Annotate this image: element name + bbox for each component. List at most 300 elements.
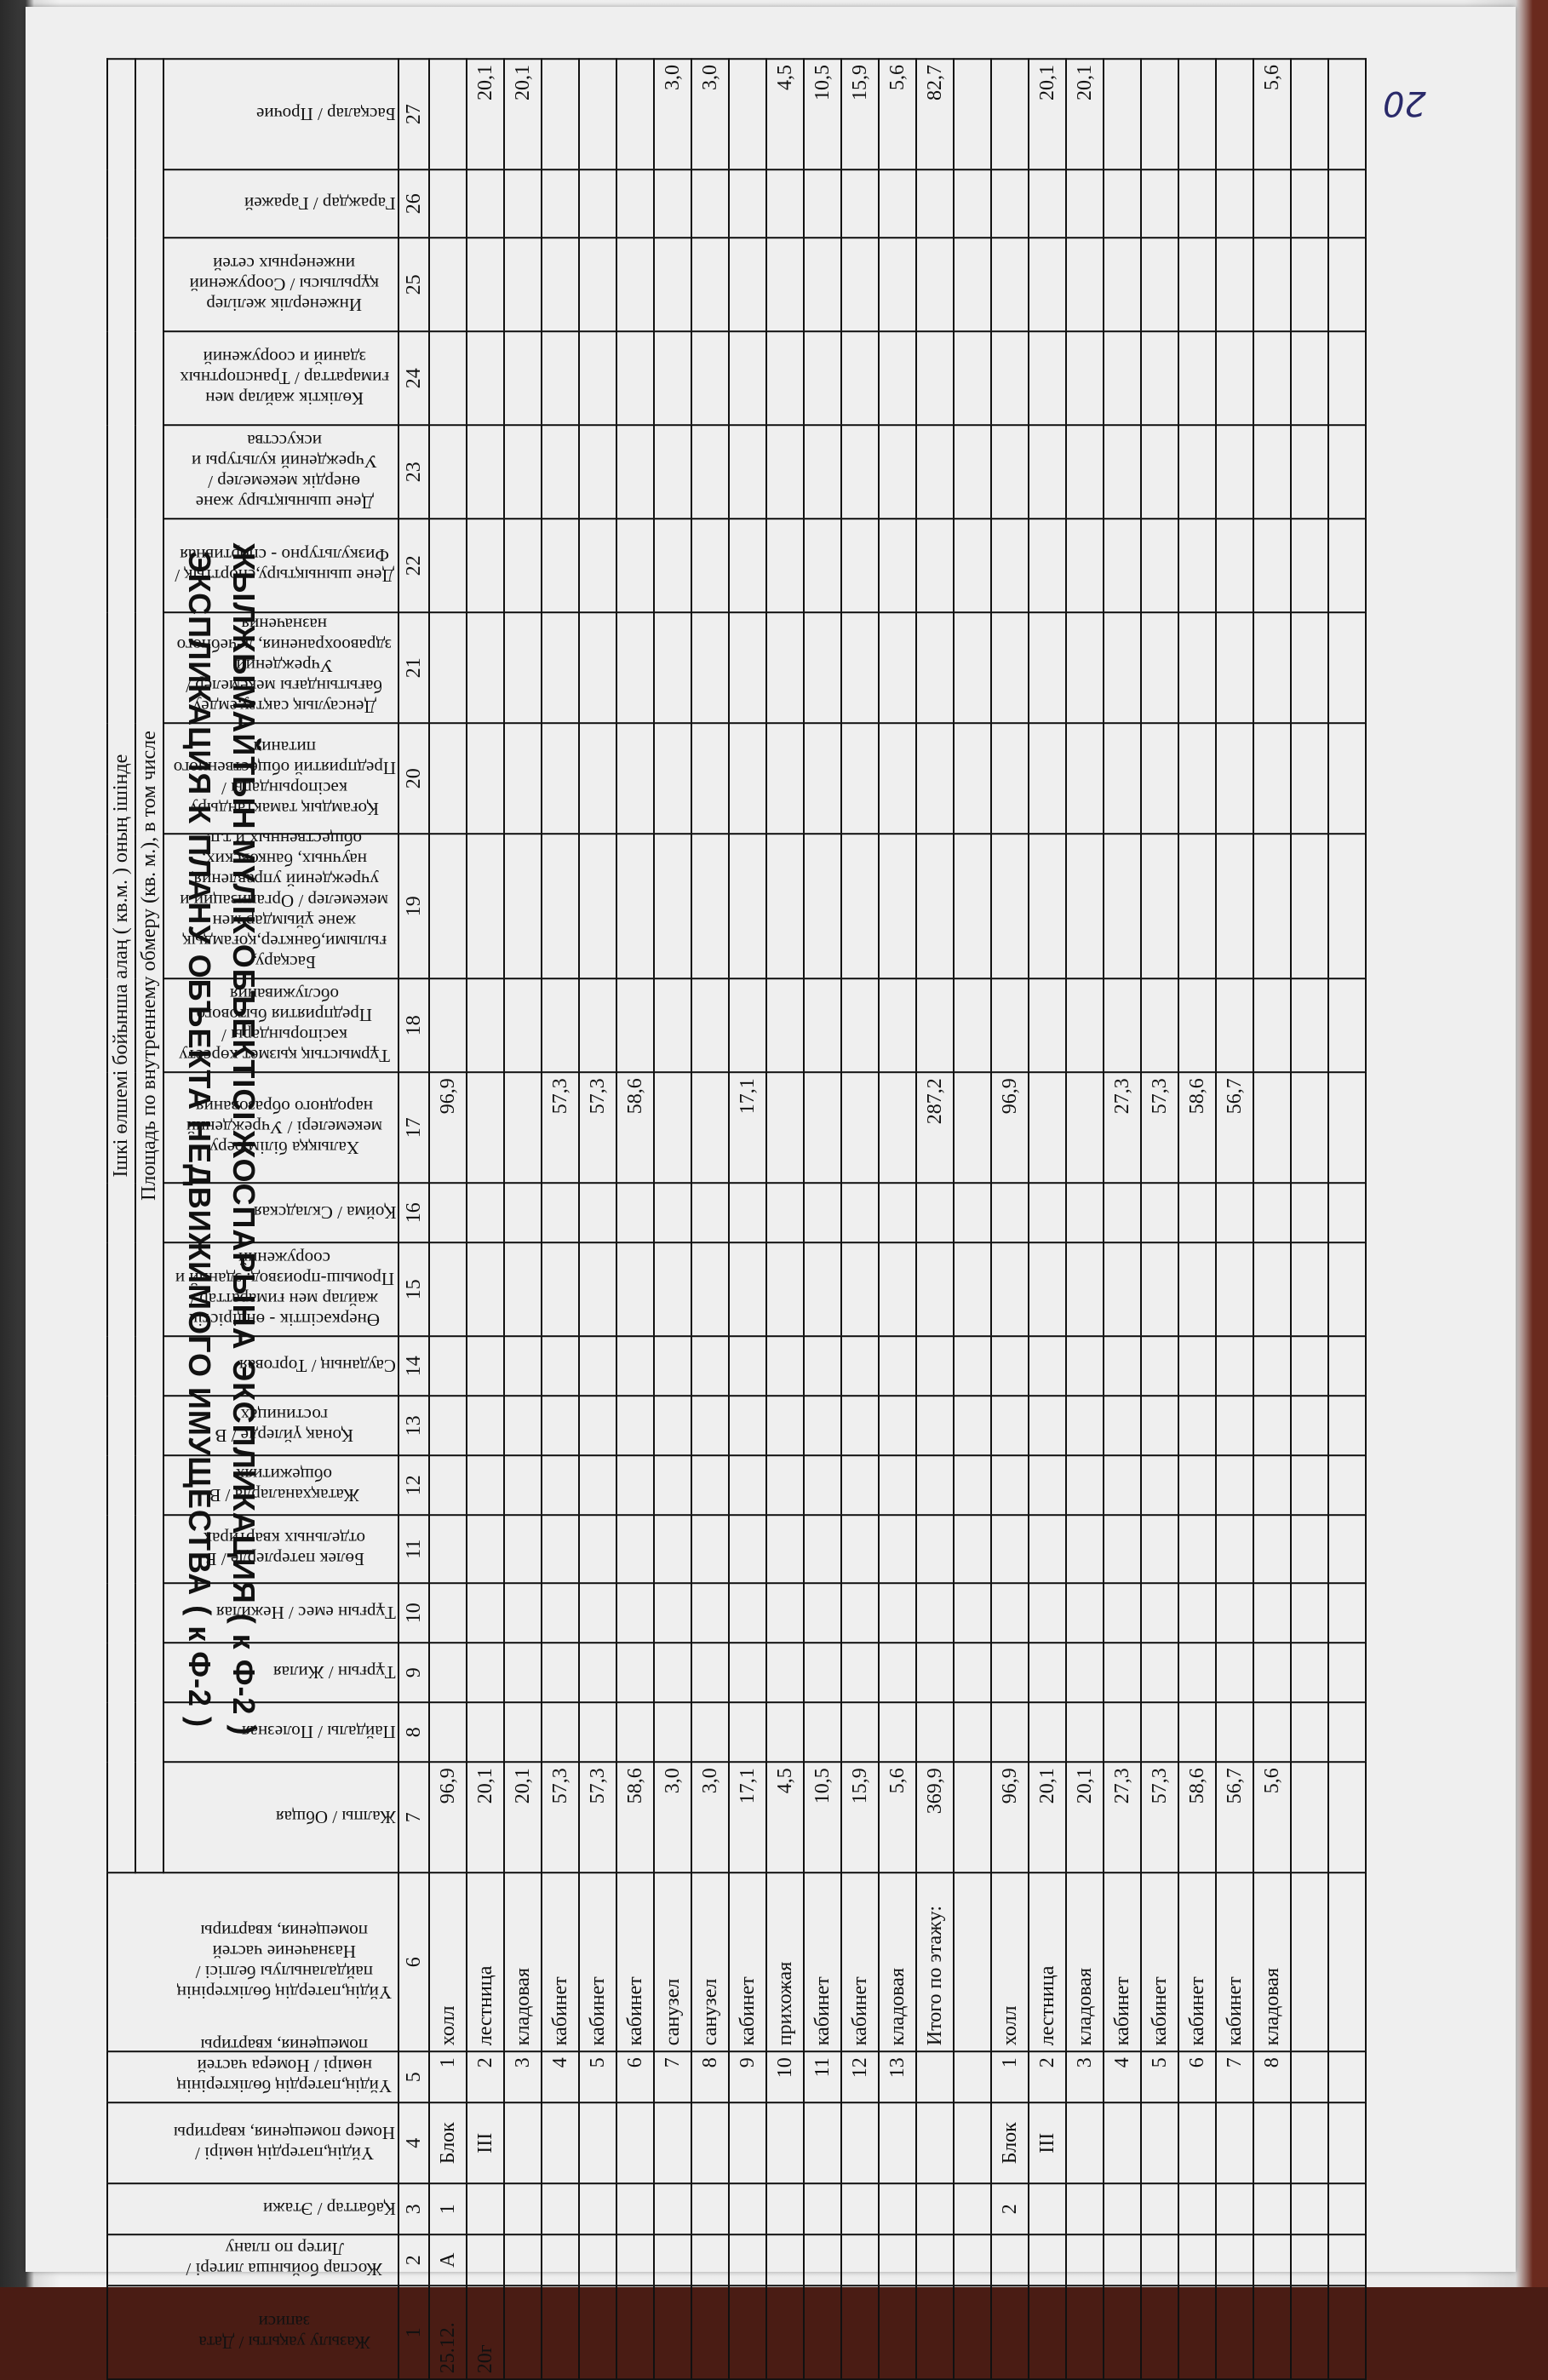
area-cell-col-16 (1104, 1183, 1141, 1242)
area-cell-col-26 (467, 169, 504, 238)
area-cell-col-16 (804, 1183, 841, 1242)
area-cell-col-12 (841, 1455, 879, 1515)
area-cell-col-26 (654, 169, 691, 238)
table-row (1029, 59, 1066, 2379)
area-cell-col-10 (504, 1583, 542, 1643)
area-cell-col-21 (879, 612, 916, 723)
area-cell-col-12 (654, 1455, 691, 1515)
area-cell-col-13 (579, 1396, 616, 1455)
area-cell-col-26 (991, 169, 1029, 238)
other-area-cell: 10,5 (804, 59, 841, 169)
date-cell (654, 2285, 691, 2379)
total-area-cell: 20,1 (1066, 1762, 1104, 1872)
floor-cell (1291, 2183, 1328, 2234)
area-cell-col-11 (691, 1515, 729, 1583)
part-number-cell: 10 (766, 2051, 804, 2102)
area-cell-col-19 (729, 834, 766, 978)
date-cell (804, 2285, 841, 2379)
area-cell-col-25 (691, 238, 729, 331)
room-cell (1066, 2102, 1104, 2183)
area-cell-col-16 (1291, 1183, 1328, 1242)
area-cell-col-9 (1029, 1643, 1066, 1702)
area-cell-col-25 (1178, 238, 1216, 331)
area-cell-col-16 (691, 1183, 729, 1242)
other-area-cell: 20,1 (467, 59, 504, 169)
area-cell-col-25 (579, 238, 616, 331)
area-cell-col-11 (616, 1515, 654, 1583)
area-cell-col-18 (1104, 978, 1141, 1072)
area-cell-col-14 (1141, 1336, 1178, 1396)
area-cell-col-11 (879, 1515, 916, 1583)
part-number-cell (954, 2051, 991, 2102)
area-cell-col-25 (841, 238, 879, 331)
floor-cell (729, 2183, 766, 2234)
area-cell-col-9 (616, 1643, 654, 1702)
area-cell-col-15 (954, 1242, 991, 1336)
area-cell-col-21 (579, 612, 616, 723)
area-cell-col-8 (841, 1702, 879, 1762)
area-cell-col-13 (729, 1396, 766, 1455)
education-area-cell: 56,7 (1216, 1072, 1253, 1183)
area-cell-col-19 (1253, 834, 1291, 978)
part-number-cell: 11 (804, 2051, 841, 2102)
area-cell-col-9 (1253, 1643, 1291, 1702)
floor-cell (1029, 2183, 1066, 2234)
area-cell-col-23 (1178, 425, 1216, 519)
area-cell-col-23 (1066, 425, 1104, 519)
area-cell-col-16 (467, 1183, 504, 1242)
area-cell-col-16 (1066, 1183, 1104, 1242)
area-cell-col-19 (879, 834, 916, 978)
area-cell-col-12 (1178, 1455, 1216, 1515)
area-cell-col-19 (504, 834, 542, 978)
area-cell-col-11 (954, 1515, 991, 1583)
table-row (504, 59, 542, 2379)
area-cell-col-12 (579, 1455, 616, 1515)
date-cell (542, 2285, 579, 2379)
other-area-cell (542, 59, 579, 169)
area-cell-col-21 (1029, 612, 1066, 723)
area-cell-col-22 (467, 519, 504, 612)
area-cell-col-19 (916, 834, 954, 978)
table-row (1178, 59, 1216, 2379)
area-cell-col-21 (766, 612, 804, 723)
area-cell-col-21 (654, 612, 691, 723)
area-cell-col-19 (1029, 834, 1066, 978)
litera-cell (1104, 2234, 1141, 2285)
room-cell (841, 2102, 879, 2183)
part-number-cell: 4 (542, 2051, 579, 2102)
column-number: 3 (398, 2183, 429, 2234)
area-cell-col-11 (766, 1515, 804, 1583)
area-cell-col-14 (879, 1336, 916, 1396)
area-cell-col-12 (1029, 1455, 1066, 1515)
area-cell-col-21 (504, 612, 542, 723)
other-area-cell (729, 59, 766, 169)
area-cell-col-24 (804, 331, 841, 425)
room-cell: Блок (991, 2102, 1029, 2183)
area-cell-col-18 (616, 978, 654, 1072)
date-cell (954, 2285, 991, 2379)
education-area-cell: 96,9 (991, 1072, 1029, 1183)
area-cell-col-21 (841, 612, 879, 723)
area-cell-col-15 (579, 1242, 616, 1336)
area-cell-col-15 (1104, 1242, 1141, 1336)
area-cell-col-24 (879, 331, 916, 425)
area-cell-col-25 (616, 238, 654, 331)
col-title-19: Басқару, ғылыми,банктер,қоғамдық және ұйымдар мен мекемелер / Организаций и учреждений управления, научных, банковских, общественных и т.п. (163, 834, 398, 978)
area-cell-col-21 (954, 612, 991, 723)
area-cell-col-21 (991, 612, 1029, 723)
area-cell-col-11 (429, 1515, 467, 1583)
area-cell-col-12 (879, 1455, 916, 1515)
col-title-5: Үйдің,пәтердің бөліктерінің нөмірі / Номера частей помещения, квартиры (107, 2051, 398, 2102)
area-cell-col-22 (429, 519, 467, 612)
floor-cell (542, 2183, 579, 2234)
litera-cell (654, 2234, 691, 2285)
other-area-cell (579, 59, 616, 169)
area-cell-col-16 (916, 1183, 954, 1242)
col-title-15: Өнеркәсіптік - өндірістік жайлар мен ғимараттар / Промыш-производ. зданий и сооружений (163, 1242, 398, 1336)
area-cell-col-13 (429, 1396, 467, 1455)
education-area-cell (1291, 1072, 1328, 1183)
litera-cell (542, 2234, 579, 2285)
part-number-cell: 6 (616, 2051, 654, 2102)
area-cell-col-23 (1328, 425, 1366, 519)
purpose-cell: кабинет (729, 1872, 766, 2051)
area-cell-col-11 (1216, 1515, 1253, 1583)
area-cell-col-8 (1066, 1702, 1104, 1762)
area-cell-col-18 (1328, 978, 1366, 1072)
floor-cell (1104, 2183, 1141, 2234)
area-cell-col-23 (954, 425, 991, 519)
area-cell-col-10 (654, 1583, 691, 1643)
floor-cell: 2 (991, 2183, 1029, 2234)
table-row (1253, 59, 1291, 2379)
area-cell-col-18 (1029, 978, 1066, 1072)
area-cell-col-21 (1216, 612, 1253, 723)
date-cell (1104, 2285, 1141, 2379)
education-area-cell: 57,3 (542, 1072, 579, 1183)
col-title-9: Тұрғын / Жилая (163, 1643, 398, 1702)
area-cell-col-16 (841, 1183, 879, 1242)
education-area-cell (1029, 1072, 1066, 1183)
column-number: 12 (398, 1455, 429, 1515)
area-cell-col-20 (1104, 723, 1141, 834)
area-cell-col-10 (579, 1583, 616, 1643)
area-cell-col-23 (766, 425, 804, 519)
floor-cell: 1 (429, 2183, 467, 2234)
area-cell-col-12 (1253, 1455, 1291, 1515)
area-cell-col-23 (804, 425, 841, 519)
room-cell (916, 2102, 954, 2183)
table-row (1104, 59, 1141, 2379)
part-number-cell: 2 (1029, 2051, 1066, 2102)
area-cell-col-9 (542, 1643, 579, 1702)
column-number: 20 (398, 723, 429, 834)
date-cell (1291, 2285, 1328, 2379)
area-cell-col-11 (1066, 1515, 1104, 1583)
area-cell-col-15 (1029, 1242, 1066, 1336)
area-cell-col-8 (1178, 1702, 1216, 1762)
area-cell-col-24 (429, 331, 467, 425)
area-cell-col-26 (1178, 169, 1216, 238)
table-row (916, 59, 954, 2379)
part-number-cell: 1 (429, 2051, 467, 2102)
part-number-cell: 8 (1253, 2051, 1291, 2102)
area-cell-col-15 (1141, 1242, 1178, 1336)
area-cell-col-19 (542, 834, 579, 978)
area-cell-col-9 (916, 1643, 954, 1702)
column-number: 15 (398, 1242, 429, 1336)
col-title-17: Халыққа білім беру мекемелері / Учреждений народного образования (163, 1072, 398, 1183)
area-cell-col-18 (991, 978, 1029, 1072)
area-cell-col-14 (916, 1336, 954, 1396)
table-row (729, 59, 766, 2379)
purpose-cell: лестница (467, 1872, 504, 2051)
area-cell-col-9 (467, 1643, 504, 1702)
part-number-cell: 7 (654, 2051, 691, 2102)
area-cell-col-19 (691, 834, 729, 978)
area-cell-col-20 (616, 723, 654, 834)
area-cell-col-10 (1178, 1583, 1216, 1643)
room-cell (579, 2102, 616, 2183)
total-area-cell: 57,3 (1141, 1762, 1178, 1872)
education-area-cell (841, 1072, 879, 1183)
area-cell-col-19 (954, 834, 991, 978)
area-cell-col-16 (1178, 1183, 1216, 1242)
area-cell-col-20 (954, 723, 991, 834)
area-cell-col-9 (729, 1643, 766, 1702)
area-cell-col-25 (1291, 238, 1328, 331)
area-cell-col-10 (729, 1583, 766, 1643)
col-title-23: Дене шынықтыру және өнердік мекемелер / Учреждений культуры и искусства (163, 425, 398, 519)
area-cell-col-10 (991, 1583, 1029, 1643)
table-row (1328, 59, 1366, 2379)
litera-cell (991, 2234, 1029, 2285)
area-cell-col-9 (1328, 1643, 1366, 1702)
part-number-cell: 7 (1216, 2051, 1253, 2102)
col-title-25: Инженерлік желілер құрылысы / Сооружений инженерных сетей (163, 238, 398, 331)
table-row (879, 59, 916, 2379)
area-cell-col-19 (804, 834, 841, 978)
area-cell-col-24 (1253, 331, 1291, 425)
col-title-4: Үйдің,пәтердің нөмірі / Номер помещения, квартиры (107, 2102, 398, 2183)
total-area-cell: 27,3 (1104, 1762, 1141, 1872)
room-cell (766, 2102, 804, 2183)
area-cell-col-10 (1291, 1583, 1328, 1643)
area-cell-col-26 (1216, 169, 1253, 238)
area-cell-col-26 (1066, 169, 1104, 238)
litera-cell (1141, 2234, 1178, 2285)
area-cell-col-23 (1104, 425, 1141, 519)
education-area-cell: 287,2 (916, 1072, 954, 1183)
room-cell (654, 2102, 691, 2183)
floor-cell (467, 2183, 504, 2234)
col-title-22: Дене шынықтыру,спорттық / Физкультурно - спортивная (163, 519, 398, 612)
other-area-cell (1141, 59, 1178, 169)
area-cell-col-15 (804, 1242, 841, 1336)
purpose-cell: санузел (691, 1872, 729, 2051)
room-cell (1216, 2102, 1253, 2183)
area-cell-col-8 (954, 1702, 991, 1762)
area-cell-col-25 (879, 238, 916, 331)
area-cell-col-15 (429, 1242, 467, 1336)
column-number: 11 (398, 1515, 429, 1583)
area-cell-col-8 (1141, 1702, 1178, 1762)
area-cell-col-13 (879, 1396, 916, 1455)
area-cell-col-25 (1104, 238, 1141, 331)
floor-cell (841, 2183, 879, 2234)
purpose-cell: кабинет (542, 1872, 579, 2051)
area-cell-col-20 (1066, 723, 1104, 834)
area-cell-col-13 (1141, 1396, 1178, 1455)
area-cell-col-23 (991, 425, 1029, 519)
area-cell-col-10 (1104, 1583, 1141, 1643)
area-cell-col-12 (1216, 1455, 1253, 1515)
area-cell-col-9 (504, 1643, 542, 1702)
litera-cell (804, 2234, 841, 2285)
area-cell-col-12 (804, 1455, 841, 1515)
area-cell-col-24 (954, 331, 991, 425)
column-number: 26 (398, 169, 429, 238)
education-area-cell (1066, 1072, 1104, 1183)
area-cell-col-24 (1216, 331, 1253, 425)
area-cell-col-21 (616, 612, 654, 723)
date-cell (1328, 2285, 1366, 2379)
part-number-cell: 6 (1178, 2051, 1216, 2102)
floor-cell (616, 2183, 654, 2234)
area-cell-col-9 (1104, 1643, 1141, 1702)
column-number: 17 (398, 1072, 429, 1183)
area-cell-col-20 (1253, 723, 1291, 834)
other-area-cell: 5,6 (879, 59, 916, 169)
area-cell-col-23 (729, 425, 766, 519)
area-cell-col-15 (504, 1242, 542, 1336)
col-title-24: Көліктік жайлар мен ғимараттар / Транспортных зданий и сооружений (163, 331, 398, 425)
area-cell-col-8 (1216, 1702, 1253, 1762)
area-cell-col-15 (542, 1242, 579, 1336)
area-cell-col-16 (729, 1183, 766, 1242)
area-cell-col-25 (1253, 238, 1291, 331)
area-cell-col-13 (954, 1396, 991, 1455)
purpose-cell: прихожая (766, 1872, 804, 2051)
part-number-cell: 13 (879, 2051, 916, 2102)
area-cell-col-16 (1216, 1183, 1253, 1242)
area-cell-col-8 (916, 1702, 954, 1762)
area-cell-col-10 (804, 1583, 841, 1643)
area-cell-col-23 (1253, 425, 1291, 519)
col-title-16: Қойма / Складская (163, 1183, 398, 1242)
room-cell (729, 2102, 766, 2183)
area-cell-col-26 (1141, 169, 1178, 238)
area-cell-col-13 (504, 1396, 542, 1455)
total-area-cell: 58,6 (1178, 1762, 1216, 1872)
area-cell-col-10 (916, 1583, 954, 1643)
area-cell-col-26 (916, 169, 954, 238)
room-cell (1328, 2102, 1366, 2183)
date-cell (1029, 2285, 1066, 2379)
area-cell-col-20 (1029, 723, 1066, 834)
education-area-cell (691, 1072, 729, 1183)
area-cell-col-18 (1066, 978, 1104, 1072)
area-cell-col-21 (1253, 612, 1291, 723)
area-cell-col-20 (542, 723, 579, 834)
total-area-cell: 5,6 (879, 1762, 916, 1872)
col-title-26: Гараждар / Гаражей (163, 169, 398, 238)
area-cell-col-26 (729, 169, 766, 238)
column-number: 10 (398, 1583, 429, 1643)
litera-cell (916, 2234, 954, 2285)
area-cell-col-22 (1141, 519, 1178, 612)
area-cell-col-22 (991, 519, 1029, 612)
table-row (1066, 59, 1104, 2379)
room-cell (542, 2102, 579, 2183)
area-cell-col-24 (916, 331, 954, 425)
column-number: 16 (398, 1183, 429, 1242)
area-cell-col-12 (766, 1455, 804, 1515)
litera-cell (729, 2234, 766, 2285)
area-cell-col-10 (616, 1583, 654, 1643)
floor-cell (1253, 2183, 1291, 2234)
area-cell-col-12 (429, 1455, 467, 1515)
area-cell-col-11 (729, 1515, 766, 1583)
other-area-cell: 15,9 (841, 59, 879, 169)
area-cell-col-23 (579, 425, 616, 519)
area-cell-col-11 (1141, 1515, 1178, 1583)
area-cell-col-15 (766, 1242, 804, 1336)
area-cell-col-15 (916, 1242, 954, 1336)
area-cell-col-14 (991, 1336, 1029, 1396)
room-cell: Блок (429, 2102, 467, 2183)
area-cell-col-18 (729, 978, 766, 1072)
area-cell-col-11 (841, 1515, 879, 1583)
date-cell (729, 2285, 766, 2379)
col-title-27: Басқалар / Прочие (163, 59, 398, 169)
area-cell-col-14 (804, 1336, 841, 1396)
area-cell-col-21 (691, 612, 729, 723)
area-cell-col-9 (766, 1643, 804, 1702)
floor-cell (579, 2183, 616, 2234)
area-cell-col-20 (916, 723, 954, 834)
area-cell-col-18 (879, 978, 916, 1072)
area-cell-col-23 (841, 425, 879, 519)
floor-cell (1328, 2183, 1366, 2234)
column-number: 22 (398, 519, 429, 612)
date-cell (766, 2285, 804, 2379)
floor-cell (654, 2183, 691, 2234)
area-cell-col-15 (654, 1242, 691, 1336)
area-cell-col-21 (1141, 612, 1178, 723)
area-cell-col-21 (1104, 612, 1141, 723)
area-cell-col-18 (542, 978, 579, 1072)
area-cell-col-26 (1328, 169, 1366, 238)
total-area-cell: 369,9 (916, 1762, 954, 1872)
area-cell-col-23 (504, 425, 542, 519)
column-number: 25 (398, 238, 429, 331)
column-number: 18 (398, 978, 429, 1072)
other-area-cell (954, 59, 991, 169)
date-cell (1141, 2285, 1178, 2379)
area-cell-col-14 (729, 1336, 766, 1396)
area-cell-col-16 (1253, 1183, 1291, 1242)
area-cell-col-22 (766, 519, 804, 612)
table-row (654, 59, 691, 2379)
column-number: 6 (398, 1872, 429, 2051)
area-cell-col-22 (579, 519, 616, 612)
area-cell-col-8 (1328, 1702, 1366, 1762)
floor-cell (804, 2183, 841, 2234)
